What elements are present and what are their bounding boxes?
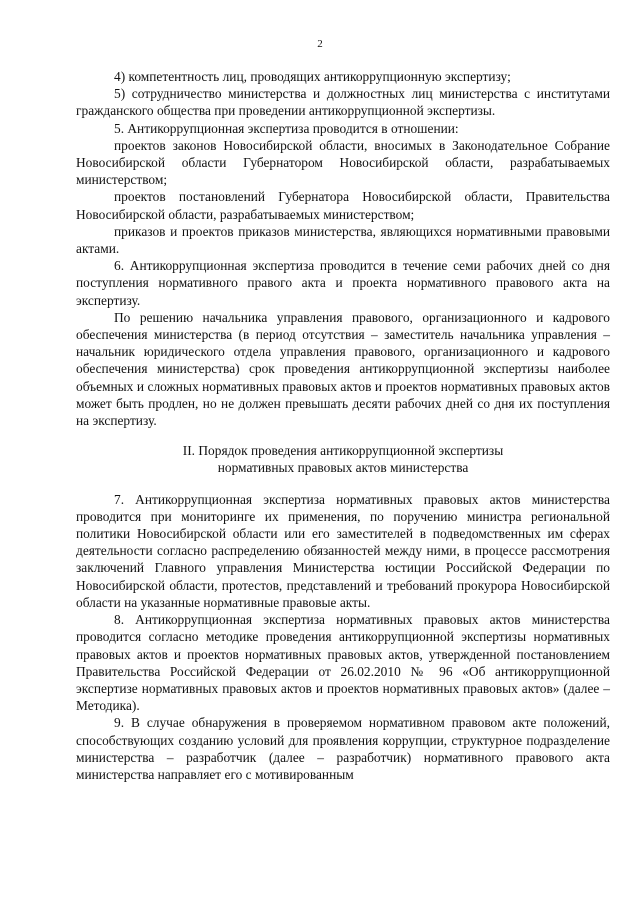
paragraph-laws-projects: проектов законов Новосибирской области, вносимых в Законодательное Собрание Новосибирской области Губернатором Новосибирской области, разрабатываемых министерством; bbox=[76, 137, 610, 188]
paragraph-clause-8: 8. Антикоррупционная экспертиза нормативных правовых актов министерства проводится согласно методике проведения антикоррупционной экспертизы нормативных правовых актов и проектов нормативных правовых актов, утвержденной постановлением Правительства Российской Федерации от 26.02.2010 № 96 «Об антикоррупционной экспертизе нормативных правовых актов и проектов нормативных правовых актов» (далее – Методика). bbox=[76, 612, 610, 714]
paragraph-clause-9: 9. В случае обнаружения в проверяемом нормативном правовом акте положений, способствующих созданию условий для проявления коррупции, структурное подразделение министерства – разработчик (далее – разработчик) нормативного правового акта министерства направляет его с мотивированным bbox=[76, 715, 610, 782]
paragraph-resolutions-projects: проектов постановлений Губернатора Новосибирской области, Правительства Новосибирской области, разрабатываемых министерством; bbox=[76, 189, 610, 222]
section-heading-line-2: нормативных правовых актов министерства bbox=[217, 460, 469, 476]
section-heading-line-1: II. Порядок проведения антикоррупционной экспертизы bbox=[182, 443, 504, 459]
paragraph-clause-7: 7. Антикоррупционная экспертиза нормативных правовых актов министерства проводится при мониторинге их применения, по поручению министра региональной политики Новосибирской области или его заместителей в подведомственных им сферах деятельности согласно распределению обязанностей между ними, в процессе рассмотрения заключений Главного управления Министерства юстиции Российской Федерации по Новосибирской области, протестов, представлений и требований прокурора Новосибирской области на указанные нормативные правовые акты. bbox=[76, 491, 610, 610]
paragraph-item-5: 5) сотрудничество министерства и должностных лиц министерства с институтами гражданского общества при проведении антикоррупционной экспертизы. bbox=[76, 86, 610, 119]
section-heading bbox=[76, 442, 610, 476]
paragraph-orders: приказов и проектов приказов министерства, являющихся нормативными правовыми актами. bbox=[76, 223, 610, 257]
paragraph-clause-5: 5. Антикоррупционная экспертиза проводится в отношении: bbox=[114, 120, 459, 136]
page-number: 2 bbox=[317, 38, 323, 50]
paragraph-clause-6: 6. Антикоррупционная экспертиза проводится в течение семи рабочих дней со дня поступления нормативного правого акта и проекта нормативного правового акта на экспертизу. bbox=[76, 258, 610, 308]
document-body bbox=[76, 68, 610, 783]
paragraph-item-4: 4) компетентность лиц, проводящих антикоррупционную экспертизу; bbox=[114, 69, 511, 84]
paragraph-extension: По решению начальника управления правового, организационного и кадрового обеспечения министерства (в период отсутствия – заместитель начальника управления – начальник юридического отдела управления правового, организационного и кадрового обеспечения министерства) срок проведения антикоррупционной экспертизы наиболее объемных и сложных нормативных правовых актов и проектов нормативных правовых актов может быть продлен, но не должен превышать десяти рабочих дней со дня их поступления на экспертизу. bbox=[76, 309, 610, 429]
